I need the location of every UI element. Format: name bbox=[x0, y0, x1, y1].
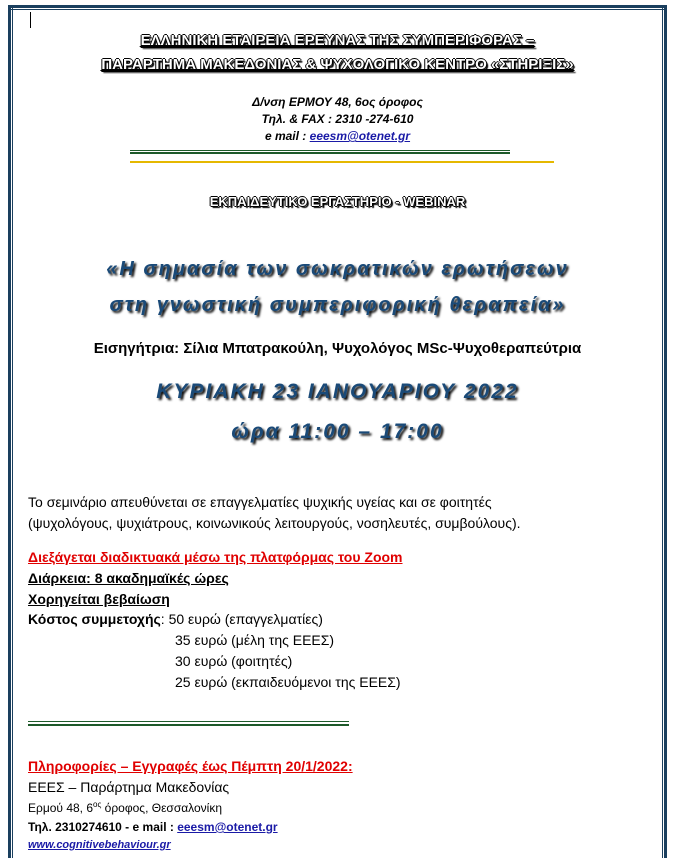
contact-phone: Τηλ. 2310274610 - e mail : bbox=[28, 820, 178, 834]
cost-label: Κόστος συμμετοχής bbox=[28, 611, 161, 627]
contact-email-link[interactable]: eeesm@otenet.gr bbox=[177, 820, 278, 834]
audience-line1: Το σεμινάριο απευθύνεται σε επαγγελματίες ψυχικής υγείας και σε φοιτητές bbox=[28, 494, 492, 510]
cost-students: 30 ευρώ (φοιτητές) bbox=[175, 653, 293, 669]
audience-line2: (ψυχολόγους, ψυχιάτρους, κοινωνικούς λειτουργούς, νοσηλευτές, συμβούλους). bbox=[28, 515, 521, 531]
address-sup: ος bbox=[93, 800, 102, 809]
cost-trainees: 25 ευρώ (εκπαιδευόμενοι της ΕΕΕΣ) bbox=[175, 674, 401, 690]
org-phone: Τηλ. & FAX : 2310 -274-610 bbox=[261, 112, 414, 126]
divider-gold bbox=[130, 161, 554, 163]
registration-info: Πληροφορίες – Εγγραφές έως Πέμπτη 20/1/2022: bbox=[28, 758, 353, 774]
branch-address bbox=[28, 801, 222, 815]
text-cursor bbox=[30, 12, 31, 28]
event-title-line1: «Η σημασία των σωκρατικών ερωτήσεων bbox=[106, 258, 569, 280]
org-name-line2: ΠΑΡΑΡΤΗΜΑ ΜΑΚΕΔΟΝΙΑΣ & ΨΥΧΟΛΟΓΙΚΟ ΚΕΝΤΡΟ «ΣΤΗΡΙΞΙΣ» bbox=[101, 56, 574, 73]
cost-members: 35 ευρώ (μέλη της ΕΕΕΣ) bbox=[175, 632, 335, 648]
event-title-line2: στη γνωστική συμπεριφορική θεραπεία» bbox=[109, 294, 566, 316]
online-platform-note: Διεξάγεται διαδικτυακά μέσω της πλατφόρμας του Zoom bbox=[28, 549, 403, 565]
address-post: όροφος, Θεσσαλονίκη bbox=[101, 801, 223, 815]
event-type: ΕΚΠΑΙΔΕΥΤΙΚΟ ΕΡΓΑΣΤΗΡΙΟ - WEBINAR bbox=[209, 194, 466, 209]
cost-professionals: 50 ευρώ (επαγγελματίες) bbox=[168, 611, 323, 627]
duration-note: Διάρκεια: 8 ακαδημαϊκές ώρες bbox=[28, 570, 229, 586]
email-label: e mail : bbox=[264, 129, 310, 143]
contact-phone-email bbox=[28, 820, 278, 834]
org-name-line1: ΕΛΛΗΝΙΚΗ ΕΤΑΙΡΕΙΑ ΕΡΕΥΝΑΣ ΤΗΣ ΣΥΜΠΕΡΙΦΟΡΑΣ – bbox=[140, 32, 535, 49]
event-speaker: Εισηγήτρια: Σίλια Μπατρακούλη, Ψυχολόγος MSc-Ψυχοθεραπεύτρια bbox=[93, 340, 582, 357]
divider-bottom bbox=[28, 721, 349, 726]
event-time: ώρα 11:00 – 17:00 bbox=[231, 420, 444, 443]
page-border-top bbox=[8, 5, 667, 10]
website-link[interactable]: www.cognitivebehaviour.gr bbox=[28, 839, 171, 851]
org-address: Δ/νση ΕΡΜΟΥ 48, 6ος όροφος bbox=[252, 95, 423, 109]
event-date: ΚΥΡΙΑΚΗ 23 ΙΑΝΟΥΑΡΙΟΥ 2022 bbox=[156, 380, 519, 403]
address-pre: Ερμού 48, 6 bbox=[28, 801, 94, 815]
certificate-note: Χορηγείται βεβαίωση bbox=[28, 591, 170, 607]
org-email-line bbox=[0, 129, 675, 143]
cost-colon: : bbox=[160, 611, 169, 627]
divider-top bbox=[130, 150, 510, 154]
branch-name: ΕΕΕΣ – Παράρτημα Μακεδονίας bbox=[28, 779, 230, 795]
org-email-link[interactable]: eeesm@otenet.gr bbox=[309, 129, 411, 143]
cost-line bbox=[28, 611, 323, 627]
